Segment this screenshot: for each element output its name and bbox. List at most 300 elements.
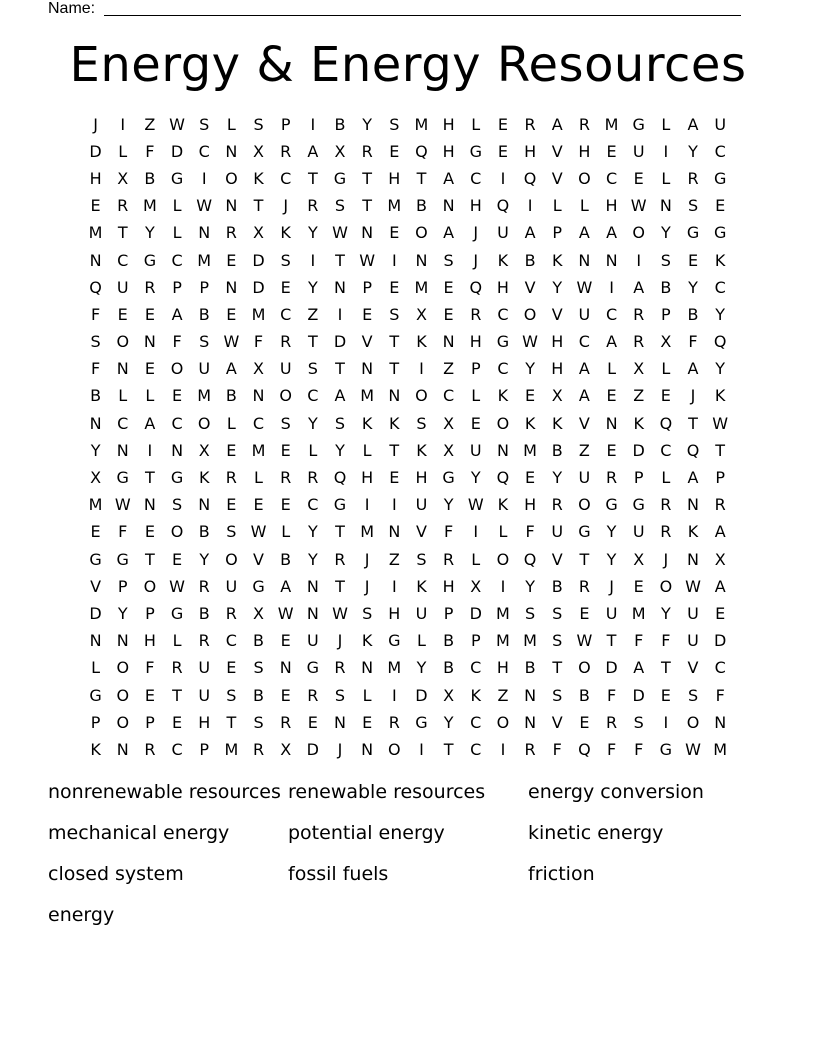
grid-letter: R — [225, 468, 237, 488]
grid-letter: C — [714, 277, 726, 297]
grid-letter: E — [389, 468, 400, 488]
grid-letter: W — [712, 413, 729, 433]
grid-letter: R — [605, 468, 618, 488]
grid-letter: V — [551, 549, 563, 569]
grid-letter: C — [497, 359, 509, 379]
grid-letter: E — [280, 631, 291, 651]
grid-row — [82, 356, 734, 383]
grid-letter: T — [172, 685, 182, 705]
grid-letter: U — [551, 522, 564, 542]
name-underline — [104, 15, 741, 16]
grid-letter: H — [198, 712, 211, 732]
grid-letter: I — [500, 168, 506, 188]
grid-letter: W — [576, 631, 593, 651]
grid-letter: A — [443, 223, 455, 243]
grid-letter: N — [116, 440, 129, 460]
grid-letter: P — [443, 603, 454, 623]
grid-row — [82, 383, 734, 410]
grid-letter: D — [170, 141, 184, 161]
grid-letter: S — [226, 522, 237, 542]
grid-letter: E — [117, 304, 128, 324]
grid-letter: U — [116, 277, 129, 297]
grid-letter: E — [606, 141, 617, 161]
grid-letter: L — [254, 468, 263, 488]
grid-letter: G — [578, 522, 591, 542]
grid-letter: E — [362, 304, 373, 324]
grid-letter: E — [90, 522, 101, 542]
grid-letter: A — [144, 413, 156, 433]
grid-letter: C — [578, 332, 590, 352]
grid-letter: U — [225, 576, 238, 596]
grid-letter: S — [687, 196, 699, 216]
grid-letter: L — [471, 386, 481, 406]
grid-letter: R — [660, 495, 672, 515]
grid-letter: H — [524, 495, 537, 515]
grid-letter: E — [579, 603, 590, 623]
grid-letter: R — [578, 576, 590, 596]
grid-letter: X — [470, 576, 482, 596]
grid-letter: A — [687, 114, 699, 134]
grid-letter: C — [280, 304, 292, 324]
grid-letter: J — [364, 576, 370, 596]
grid-letter: O — [659, 576, 673, 596]
grid-letter: L — [226, 114, 236, 134]
grid-letter: S — [226, 685, 237, 705]
grid-letter: Y — [552, 277, 563, 297]
grid-letter: O — [279, 386, 292, 406]
grid-letter: E — [226, 495, 237, 515]
grid-letter: Q — [523, 168, 537, 188]
grid-letter: V — [578, 413, 590, 433]
grid-row — [82, 165, 734, 192]
grid-letter: M — [523, 440, 537, 460]
grid-letter: S — [687, 685, 699, 705]
grid-letter: E — [171, 712, 183, 732]
grid-letter: N — [116, 359, 129, 379]
grid-letter: Q — [686, 440, 700, 460]
grid-letter: X — [334, 141, 346, 161]
grid-letter: M — [414, 277, 429, 297]
grid-letter: G — [713, 223, 727, 243]
grid-row — [82, 682, 734, 709]
grid-row — [82, 492, 734, 519]
grid-letter: W — [576, 277, 593, 297]
grid-letter: A — [633, 277, 645, 297]
grid-letter: U — [687, 631, 699, 651]
grid-row — [82, 546, 734, 573]
grid-letter: N — [361, 658, 374, 678]
grid-letter: Q — [523, 549, 537, 569]
grid-letter: N — [605, 413, 618, 433]
grid-letter: U — [632, 522, 645, 542]
grid-row — [82, 628, 734, 655]
grid-letter: N — [578, 250, 591, 270]
grid-letter: E — [144, 359, 155, 379]
grid-letter: W — [630, 196, 647, 216]
grid-letter: E — [280, 277, 291, 297]
grid-letter: K — [714, 250, 726, 270]
grid-letter: Y — [525, 359, 535, 379]
word-list-item: energy conversion — [528, 781, 704, 803]
grid-letter: T — [715, 440, 726, 460]
grid-letter: S — [280, 413, 291, 433]
grid-letter: N — [334, 277, 346, 297]
grid-letter: V — [524, 277, 536, 297]
grid-letter: R — [307, 196, 319, 216]
grid-letter: N — [143, 332, 156, 352]
grid-letter: B — [551, 576, 563, 596]
grid-letter: O — [116, 685, 130, 705]
grid-letter: D — [89, 603, 102, 623]
grid-letter: N — [442, 196, 455, 216]
grid-letter: H — [388, 603, 401, 623]
grid-letter: X — [714, 549, 726, 569]
grid-letter: I — [201, 168, 207, 188]
grid-letter: N — [524, 685, 537, 705]
grid-letter: I — [391, 495, 397, 515]
grid-letter: A — [578, 386, 590, 406]
word-search-grid — [82, 111, 734, 764]
name-field — [48, 0, 748, 20]
grid-letter: N — [279, 658, 292, 678]
grid-letter: Y — [335, 440, 345, 460]
grid-letter: S — [307, 359, 318, 379]
grid-letter: S — [552, 603, 563, 623]
grid-letter: M — [88, 223, 103, 243]
grid-letter: B — [551, 440, 563, 460]
grid-letter: I — [310, 114, 316, 134]
grid-letter: F — [253, 332, 264, 352]
grid-letter: O — [496, 549, 510, 569]
grid-letter: E — [470, 413, 481, 433]
grid-letter: O — [686, 712, 700, 732]
grid-letter: E — [633, 168, 644, 188]
grid-letter: S — [389, 114, 400, 134]
grid-letter: N — [687, 495, 699, 515]
grid-letter: W — [467, 495, 484, 515]
grid-letter: V — [361, 332, 373, 352]
grid-letter: L — [226, 413, 236, 433]
grid-letter: E — [226, 304, 237, 324]
grid-letter: W — [169, 576, 185, 596]
word-list-item: nonrenewable resources — [48, 781, 281, 803]
grid-letter: A — [334, 386, 346, 406]
grid-letter: S — [199, 332, 210, 352]
word-list-item: friction — [528, 863, 595, 885]
grid-row — [82, 736, 734, 763]
grid-letter: E — [171, 386, 183, 406]
grid-letter: X — [443, 685, 455, 705]
grid-letter: N — [306, 603, 319, 623]
grid-letter: T — [688, 413, 698, 433]
grid-row — [82, 220, 734, 247]
grid-letter: C — [714, 141, 726, 161]
grid-letter: L — [471, 114, 481, 134]
word-list-item: potential energy — [288, 822, 445, 844]
grid-letter: E — [715, 603, 726, 623]
grid-letter: E — [253, 495, 264, 515]
grid-letter: R — [388, 712, 400, 732]
grid-letter: O — [496, 712, 510, 732]
grid-letter: W — [250, 522, 267, 542]
grid-letter: U — [497, 223, 509, 243]
grid-letter: G — [469, 141, 482, 161]
grid-letter: F — [145, 141, 155, 161]
grid-letter: E — [443, 304, 454, 324]
grid-letter: A — [578, 223, 590, 243]
grid-letter: M — [523, 631, 537, 651]
grid-letter: C — [198, 141, 210, 161]
grid-letter: Q — [496, 468, 510, 488]
grid-letter: M — [360, 386, 375, 406]
grid-letter: F — [444, 522, 454, 542]
grid-letter: T — [145, 549, 155, 569]
grid-letter: R — [198, 576, 210, 596]
grid-letter: V — [90, 576, 102, 596]
grid-row — [82, 573, 734, 600]
grid-letter: K — [497, 386, 509, 406]
grid-letter: D — [469, 603, 482, 623]
grid-letter: Y — [715, 359, 726, 379]
grid-letter: N — [687, 549, 699, 569]
grid-letter: C — [307, 495, 319, 515]
grid-letter: E — [280, 440, 291, 460]
grid-letter: P — [199, 277, 210, 297]
grid-letter: T — [335, 576, 345, 596]
grid-letter: N — [116, 739, 129, 759]
grid-letter: L — [91, 658, 101, 678]
grid-letter: H — [442, 141, 455, 161]
grid-letter: Y — [525, 576, 535, 596]
grid-letter: R — [470, 304, 482, 324]
grid-letter: C — [171, 739, 183, 759]
grid-letter: P — [715, 468, 725, 488]
grid-letter: N — [198, 495, 211, 515]
grid-letter: G — [632, 495, 645, 515]
grid-letter: N — [252, 386, 265, 406]
grid-letter: U — [469, 440, 482, 460]
page-title: Energy & Energy Resources — [69, 37, 747, 93]
grid-letter: J — [473, 223, 479, 243]
grid-letter: T — [335, 250, 345, 270]
grid-letter: S — [334, 196, 346, 216]
grid-letter: G — [333, 495, 347, 515]
grid-letter: Y — [117, 603, 128, 623]
grid-letter: U — [198, 685, 211, 705]
grid-letter: I — [419, 359, 424, 379]
grid-letter: R — [524, 114, 536, 134]
grid-letter: A — [443, 168, 455, 188]
grid-letter: N — [89, 250, 102, 270]
grid-letter: M — [604, 114, 619, 134]
grid-letter: X — [117, 168, 129, 188]
grid-letter: F — [634, 631, 644, 651]
grid-letter: G — [170, 603, 184, 623]
grid-letter: C — [117, 250, 129, 270]
grid-letter: K — [280, 223, 291, 243]
grid-letter: J — [337, 739, 343, 759]
grid-letter: E — [660, 386, 671, 406]
word-list-item: renewable resources — [288, 781, 486, 803]
grid-letter: G — [170, 468, 184, 488]
grid-letter: W — [685, 739, 701, 759]
grid-letter: L — [579, 196, 589, 216]
grid-letter: N — [659, 196, 672, 216]
grid-letter: I — [419, 739, 424, 759]
grid-letter: G — [89, 549, 102, 569]
grid-letter: C — [470, 739, 482, 759]
grid-letter: U — [198, 359, 211, 379]
grid-letter: I — [310, 250, 316, 270]
grid-letter: T — [253, 196, 264, 216]
grid-letter: N — [306, 576, 319, 596]
grid-letter: U — [632, 141, 645, 161]
grid-letter: R — [334, 658, 346, 678]
grid-letter: A — [687, 359, 699, 379]
grid-letter: I — [364, 495, 370, 515]
grid-letter: U — [198, 658, 211, 678]
grid-letter: N — [225, 277, 238, 297]
grid-letter: X — [253, 603, 264, 623]
grid-letter: B — [198, 603, 210, 623]
grid-letter: E — [389, 141, 400, 161]
grid-letter: L — [416, 631, 426, 651]
grid-letter: O — [415, 223, 428, 243]
grid-letter: M — [142, 196, 157, 216]
grid-letter: N — [388, 522, 401, 542]
grid-letter: U — [578, 304, 591, 324]
grid-letter: G — [632, 114, 645, 134]
grid-letter: G — [89, 685, 102, 705]
grid-letter: N — [198, 223, 211, 243]
grid-letter: C — [470, 712, 482, 732]
grid-letter: G — [496, 332, 510, 352]
grid-letter: E — [226, 658, 237, 678]
grid-letter: F — [552, 739, 562, 759]
grid-letter: E — [660, 685, 671, 705]
grid-letter: R — [578, 114, 590, 134]
grid-letter: S — [525, 603, 536, 623]
grid-letter: Y — [307, 277, 318, 297]
grid-letter: V — [551, 141, 563, 161]
grid-letter: G — [686, 223, 700, 243]
grid-letter: S — [552, 631, 563, 651]
grid-letter: I — [337, 304, 343, 324]
grid-letter: H — [469, 332, 482, 352]
grid-letter: L — [145, 386, 155, 406]
grid-letter: K — [524, 413, 536, 433]
grid-letter: Q — [333, 468, 347, 488]
grid-letter: M — [251, 440, 266, 460]
grid-letter: F — [606, 685, 617, 705]
grid-letter: X — [415, 304, 427, 324]
grid-row — [82, 138, 734, 165]
grid-letter: M — [197, 386, 212, 406]
grid-letter: R — [605, 712, 618, 732]
grid-letter: U — [415, 495, 428, 515]
grid-letter: G — [659, 739, 673, 759]
grid-letter: R — [280, 332, 292, 352]
grid-letter: A — [606, 332, 618, 352]
grid-letter: R — [252, 739, 265, 759]
grid-letter: S — [389, 304, 400, 324]
grid-letter: H — [551, 332, 564, 352]
grid-letter: S — [416, 413, 427, 433]
grid-letter: B — [198, 522, 210, 542]
grid-letter: G — [143, 250, 157, 270]
grid-row — [82, 709, 734, 736]
grid-letter: P — [661, 304, 671, 324]
grid-letter: B — [334, 114, 346, 134]
grid-letter: R — [361, 141, 373, 161]
grid-letter: F — [172, 332, 182, 352]
grid-letter: Q — [469, 277, 483, 297]
name-label: Name: — [48, 0, 96, 17]
grid-letter: B — [253, 631, 264, 651]
grid-letter: N — [524, 712, 537, 732]
grid-letter: B — [198, 304, 210, 324]
grid-letter: Z — [307, 304, 319, 324]
grid-letter: W — [169, 114, 185, 134]
grid-letter: Y — [145, 223, 155, 243]
grid-letter: H — [469, 196, 482, 216]
grid-letter: S — [660, 250, 671, 270]
grid-letter: Y — [606, 549, 617, 569]
grid-letter: E — [606, 440, 617, 460]
grid-letter: G — [116, 468, 129, 488]
grid-letter: P — [199, 739, 210, 759]
grid-letter: R — [334, 549, 346, 569]
grid-letter: Y — [443, 495, 454, 515]
grid-row — [82, 329, 734, 356]
grid-letter: C — [470, 168, 482, 188]
grid-letter: N — [334, 712, 346, 732]
grid-letter: U — [687, 603, 699, 623]
grid-letter: Y — [470, 468, 481, 488]
grid-letter: C — [280, 168, 292, 188]
grid-letter: E — [144, 304, 155, 324]
grid-letter: O — [197, 413, 211, 433]
grid-letter: J — [364, 549, 370, 569]
grid-letter: B — [225, 386, 237, 406]
grid-letter: K — [389, 413, 400, 433]
grid-letter: I — [391, 250, 397, 270]
grid-letter: C — [117, 413, 129, 433]
grid-letter: N — [496, 440, 509, 460]
grid-letter: J — [690, 386, 696, 406]
grid-letter: T — [145, 468, 155, 488]
grid-letter: R — [144, 739, 156, 759]
grid-letter: B — [253, 685, 264, 705]
grid-letter: Y — [307, 223, 318, 243]
grid-letter: R — [225, 223, 237, 243]
grid-letter: S — [171, 495, 183, 515]
grid-letter: D — [632, 685, 645, 705]
grid-letter: O — [632, 223, 645, 243]
grid-letter: E — [226, 440, 237, 460]
grid-letter: K — [416, 440, 427, 460]
grid-letter: D — [252, 277, 265, 297]
grid-letter: F — [90, 304, 101, 324]
grid-letter: G — [170, 168, 184, 188]
grid-letter: N — [361, 739, 374, 759]
grid-letter: H — [361, 468, 374, 488]
grid-letter: C — [171, 413, 183, 433]
grid-row — [82, 301, 734, 328]
grid-letter: R — [144, 277, 156, 297]
grid-letter: X — [253, 141, 264, 161]
word-list-item: energy — [48, 904, 115, 926]
